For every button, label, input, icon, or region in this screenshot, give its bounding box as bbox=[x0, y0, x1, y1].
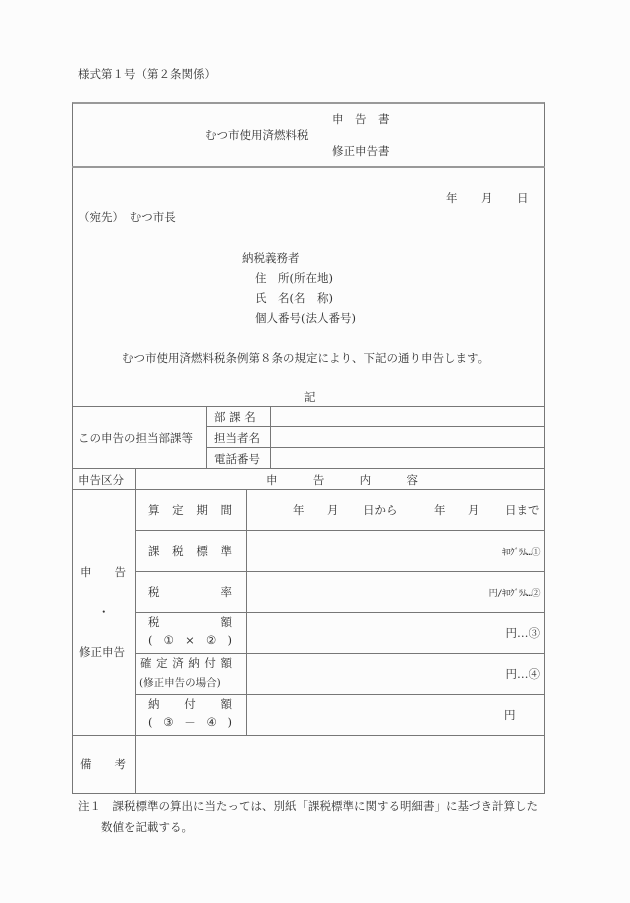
kubun-char: 申 bbox=[80, 565, 92, 579]
label-char: 付 bbox=[204, 656, 216, 670]
remarks-field[interactable] bbox=[136, 736, 544, 793]
label-char: 税 bbox=[148, 585, 160, 599]
formula-char: ( bbox=[148, 715, 153, 729]
date-year: 年 bbox=[446, 191, 458, 205]
unit-tax-base: ｷﾛｸﾞﾗﾑ…① bbox=[502, 548, 540, 558]
doc-type-amended: 修正申告書 bbox=[332, 144, 390, 158]
formula-char: ) bbox=[227, 715, 232, 729]
label-char: 準 bbox=[220, 544, 232, 558]
label-char: 定 bbox=[172, 503, 184, 517]
period-to-day: 日まで bbox=[505, 503, 540, 517]
unit-paid-amount: 円…④ bbox=[505, 667, 540, 681]
statement: むつ市使用済燃料税条例第８条の規定により、下記の通り申告します。 bbox=[122, 351, 490, 365]
number-label: 個人番号(法人番号) bbox=[255, 311, 356, 325]
row-note-paid-amount: (修正申告の場合) bbox=[139, 677, 221, 689]
addressee: （宛先） むつ市長 bbox=[78, 210, 176, 224]
label-char: 額 bbox=[220, 697, 232, 711]
period-to-year: 年 bbox=[434, 503, 446, 517]
remarks-label bbox=[80, 756, 126, 772]
period-to-month: 月 bbox=[468, 503, 480, 517]
tax-name: むつ市使用済燃料税 bbox=[205, 128, 309, 142]
content-header-char: 内 bbox=[359, 473, 372, 487]
formula-char: ② bbox=[205, 633, 217, 647]
label-char: 納 bbox=[188, 656, 200, 670]
label-char: 標 bbox=[196, 544, 208, 558]
label-char: 税 bbox=[148, 615, 160, 629]
formula-char: － bbox=[184, 716, 196, 730]
formula-char: ④ bbox=[206, 715, 217, 729]
note-line-1: 注１ 課税標準の算出に当たっては、別紙「課税標準に関する明細書」に基づき計算した bbox=[78, 799, 538, 813]
label-char: 納 bbox=[148, 697, 160, 711]
label-char: 額 bbox=[220, 656, 232, 670]
phone-field[interactable] bbox=[271, 448, 544, 468]
tax-base-field[interactable] bbox=[247, 531, 447, 571]
note-line-2: 数値を記載する。 bbox=[101, 820, 193, 834]
unit-tax-amount: 円…③ bbox=[505, 626, 540, 640]
date-month: 月 bbox=[481, 191, 493, 205]
formula-char: ① bbox=[163, 633, 174, 647]
dept-field[interactable] bbox=[271, 407, 544, 426]
name-label: 氏 名(名 称) bbox=[255, 291, 333, 305]
person-field[interactable] bbox=[271, 427, 544, 447]
taxpayer-label: 納税義務者 bbox=[242, 251, 300, 265]
divider bbox=[206, 406, 207, 468]
remarks-char: 考 bbox=[114, 757, 126, 771]
content-header-char: 容 bbox=[406, 473, 418, 487]
formula-char: ) bbox=[227, 633, 232, 647]
formula-char: ( bbox=[148, 633, 153, 647]
kubun-amended: 修正申告 bbox=[79, 645, 125, 659]
kubun-char: 告 bbox=[114, 565, 126, 579]
label-char: 課 bbox=[148, 544, 160, 558]
row-label-period bbox=[148, 502, 232, 518]
label-char: 定 bbox=[156, 656, 168, 670]
label-char: 済 bbox=[172, 656, 184, 670]
kubun-declaration bbox=[80, 564, 126, 580]
content-header-char: 申 bbox=[266, 473, 278, 487]
label-char: 付 bbox=[184, 697, 196, 711]
label-char: 期 bbox=[196, 503, 208, 517]
ki-label: 記 bbox=[304, 390, 316, 404]
contact-section-label: この申告の担当部課等 bbox=[78, 431, 193, 445]
phone-label: 電話番号 bbox=[214, 452, 260, 466]
formula-char: ③ bbox=[163, 715, 174, 729]
period-from-month: 月 bbox=[327, 503, 339, 517]
dept-label: 部 課 名 bbox=[214, 410, 256, 424]
row-formula-payment bbox=[148, 715, 232, 731]
content-header bbox=[266, 472, 418, 488]
label-char: 確 bbox=[140, 656, 152, 670]
unit-payment: 円 bbox=[504, 708, 516, 722]
row-label-paid-amount bbox=[140, 655, 232, 671]
tax-amount-field[interactable] bbox=[247, 613, 447, 653]
payment-field[interactable] bbox=[247, 695, 447, 735]
label-char: 算 bbox=[148, 503, 160, 517]
formula-char: × bbox=[185, 633, 195, 647]
label-char: 間 bbox=[220, 503, 232, 517]
address-label: 住 所(所在地) bbox=[255, 271, 333, 285]
kubun-header: 申告区分 bbox=[78, 473, 124, 487]
period-from-day: 日から bbox=[363, 503, 398, 517]
tax-rate-field[interactable] bbox=[247, 572, 447, 612]
row-formula-tax-amount bbox=[148, 633, 232, 647]
date-day: 日 bbox=[517, 191, 529, 205]
doc-type-declaration: 申 告 書 bbox=[332, 112, 390, 126]
unit-tax-rate: 円/ｷﾛｸﾞﾗﾑ…② bbox=[488, 589, 540, 599]
label-char: 率 bbox=[220, 585, 232, 599]
person-label: 担当者名 bbox=[214, 431, 260, 445]
divider bbox=[72, 468, 545, 469]
row-label-payment bbox=[148, 696, 232, 712]
row-label-tax-amount bbox=[148, 614, 232, 630]
label-char: 税 bbox=[172, 544, 184, 558]
content-header-char: 告 bbox=[312, 473, 325, 487]
divider bbox=[72, 489, 545, 490]
label-char: 額 bbox=[220, 615, 232, 629]
remarks-char: 備 bbox=[80, 757, 92, 771]
paid-amount-field[interactable] bbox=[247, 654, 447, 694]
divider bbox=[72, 166, 545, 168]
row-label-tax-rate bbox=[148, 584, 232, 600]
kubun-dot: ・ bbox=[98, 605, 110, 619]
period-from-year: 年 bbox=[293, 503, 305, 517]
row-label-tax-base bbox=[148, 543, 232, 559]
form-number: 様式第１号（第２条関係） bbox=[78, 67, 216, 81]
